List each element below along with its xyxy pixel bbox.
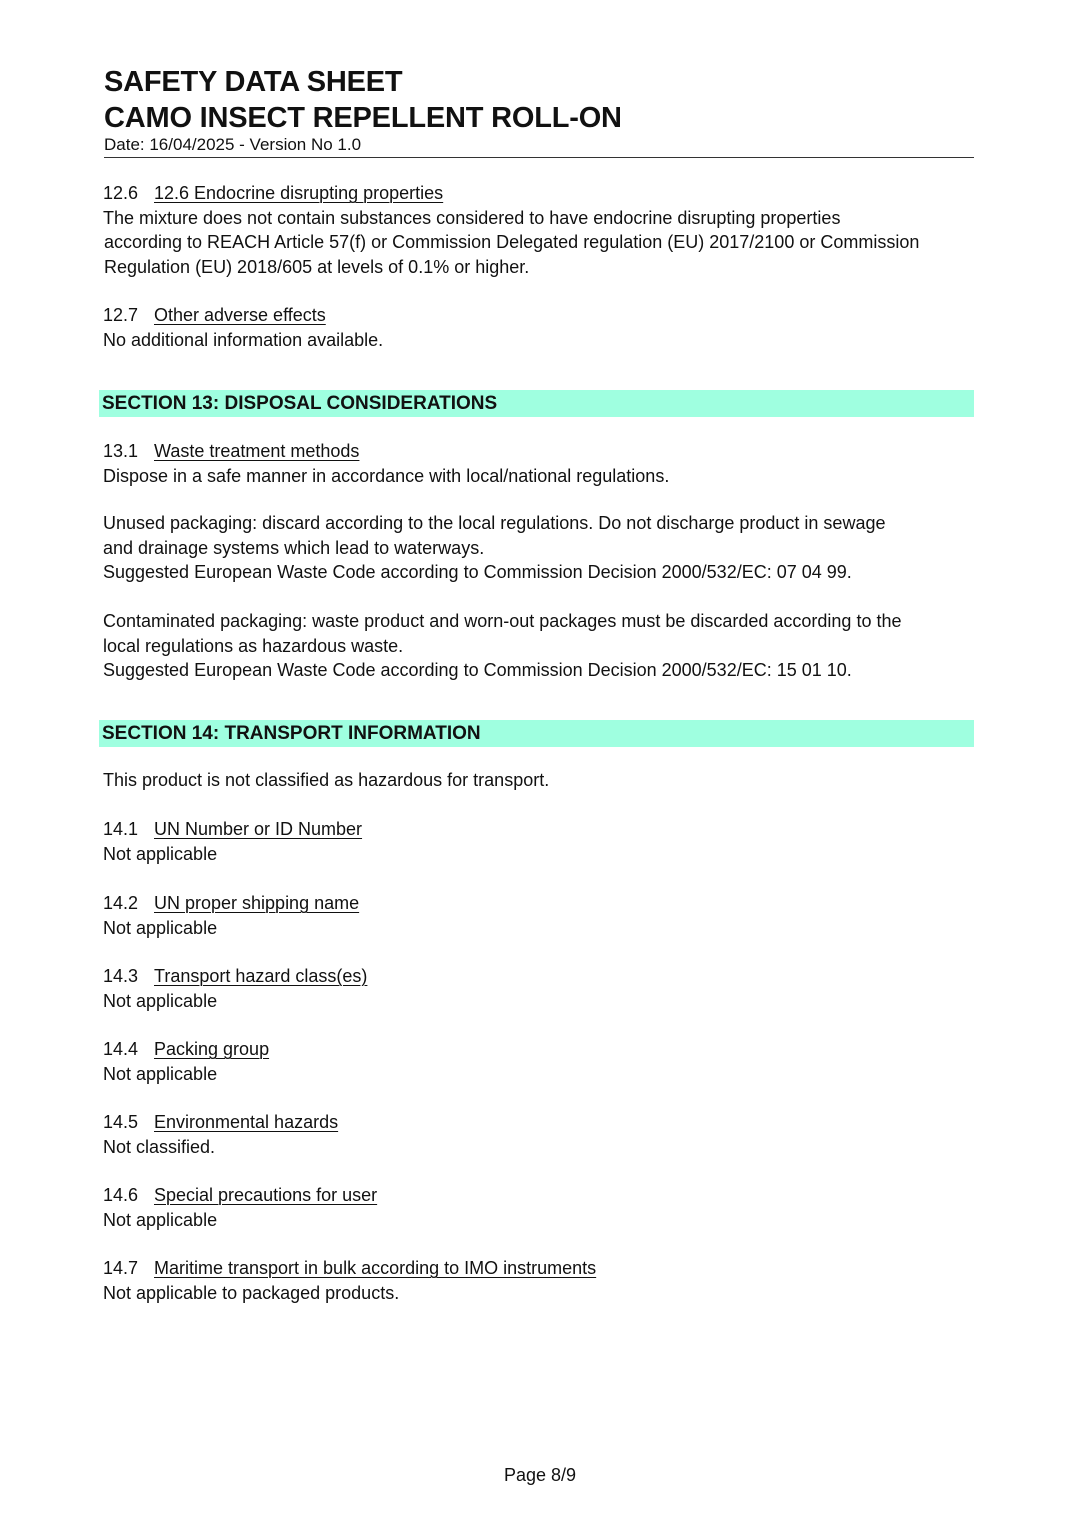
subsection-number: 14.5	[103, 1112, 139, 1132]
subsection-title: Packing group	[154, 1039, 270, 1059]
paragraph-line: Regulation (EU) 2018/605 at levels of 0.1% or higher.	[104, 256, 530, 277]
subsection-value: Not applicable	[103, 917, 218, 938]
waste-code-line: Suggested European Waste Code according to Commission Decision 2000/532/EC: 15 01 10.	[103, 660, 852, 680]
subsection-heading	[103, 1183, 983, 1208]
subsection-12-6	[103, 181, 983, 279]
header-divider	[104, 157, 974, 158]
subsection-heading	[103, 1110, 983, 1135]
paragraph-line: Unused packaging: discard according to the local regulations. Do not discharge product in sewage	[103, 513, 886, 533]
subsection-number: 14.6	[103, 1185, 139, 1205]
subsection-heading	[103, 303, 983, 328]
subsection-14-7	[103, 1256, 983, 1305]
subsection-value: Not applicable	[103, 843, 218, 864]
subsection-title: Transport hazard class(es)	[154, 966, 368, 986]
subsection-title: Special precautions for user	[154, 1185, 378, 1205]
waste-code-line: Suggested European Waste Code according to Commission Decision 2000/532/EC: 07 04 99.	[103, 562, 852, 582]
subsection-14-2	[103, 891, 983, 940]
subsection-number: 14.4	[103, 1039, 139, 1059]
unused-packaging-paragraph	[103, 511, 983, 585]
section-13-heading: SECTION 13: DISPOSAL CONSIDERATIONS	[99, 390, 974, 417]
subsection-number: 12.6	[103, 183, 139, 203]
subsection-value: Not classified.	[103, 1136, 216, 1157]
subsection-12-7	[103, 303, 983, 352]
subsection-number: 14.1	[103, 819, 139, 839]
subsection-number: 13.1	[103, 441, 139, 461]
subsection-value: Not applicable	[103, 1063, 218, 1084]
subsection-value: Not applicable	[103, 1209, 218, 1230]
subsection-heading	[103, 891, 983, 916]
subsection-title: Maritime transport in bulk according to IMO instruments	[154, 1258, 597, 1278]
paragraph-line: The mixture does not contain substances considered to have endocrine disrupting properties	[103, 207, 841, 228]
subsection-number: 14.2	[103, 893, 139, 913]
paragraph-line: Contaminated packaging: waste product and worn-out packages must be discarded according to the	[103, 611, 902, 631]
section-14-heading: SECTION 14: TRANSPORT INFORMATION	[99, 720, 974, 747]
contaminated-packaging-paragraph	[103, 609, 983, 683]
subsection-number: 14.3	[103, 966, 139, 986]
paragraph-line: Dispose in a safe manner in accordance with local/national regulations.	[103, 465, 670, 486]
paragraph-line: local regulations as hazardous waste.	[103, 635, 404, 656]
subsection-14-1	[103, 817, 983, 866]
subsection-value: Not applicable to packaged products.	[103, 1282, 400, 1303]
subsection-14-3	[103, 964, 983, 1013]
subsection-14-6	[103, 1183, 983, 1232]
subsection-14-5	[103, 1110, 983, 1159]
subsection-13-1	[103, 439, 983, 488]
subsection-heading	[103, 1256, 983, 1281]
subsection-heading	[103, 1037, 983, 1062]
subsection-heading	[103, 964, 983, 989]
subsection-title: UN proper shipping name	[154, 893, 360, 913]
subsection-heading	[103, 817, 983, 842]
paragraph-line: No additional information available.	[103, 329, 384, 350]
paragraph-line: and drainage systems which lead to waterways.	[103, 537, 485, 558]
subsection-number: 12.7	[103, 305, 139, 325]
subsection-value: Not applicable	[103, 990, 218, 1011]
subsection-14-4	[103, 1037, 983, 1086]
paragraph-line: according to REACH Article 57(f) or Commission Delegated regulation (EU) 2017/2100 or Commission	[104, 232, 920, 252]
subsection-heading	[103, 439, 983, 464]
subsection-number: 14.7	[103, 1258, 139, 1278]
paragraph-line: This product is not classified as hazardous for transport.	[103, 770, 550, 790]
subsection-title: Waste treatment methods	[154, 441, 360, 461]
page-number: Page 8/9	[503, 1465, 577, 1485]
subsection-title: Other adverse effects	[154, 305, 326, 325]
date-version: Date: 16/04/2025 - Version No 1.0	[104, 135, 362, 154]
document-title	[104, 64, 622, 136]
subsection-title: Environmental hazards	[154, 1112, 339, 1132]
title-line-1: SAFETY DATA SHEET	[104, 66, 403, 98]
subsection-title: UN Number or ID Number	[154, 819, 363, 839]
subsection-heading	[103, 181, 983, 206]
subsection-title: 12.6 Endocrine disrupting properties	[154, 183, 444, 203]
transport-intro	[103, 768, 983, 793]
title-line-2: CAMO INSECT REPELLENT ROLL-ON	[104, 102, 622, 134]
